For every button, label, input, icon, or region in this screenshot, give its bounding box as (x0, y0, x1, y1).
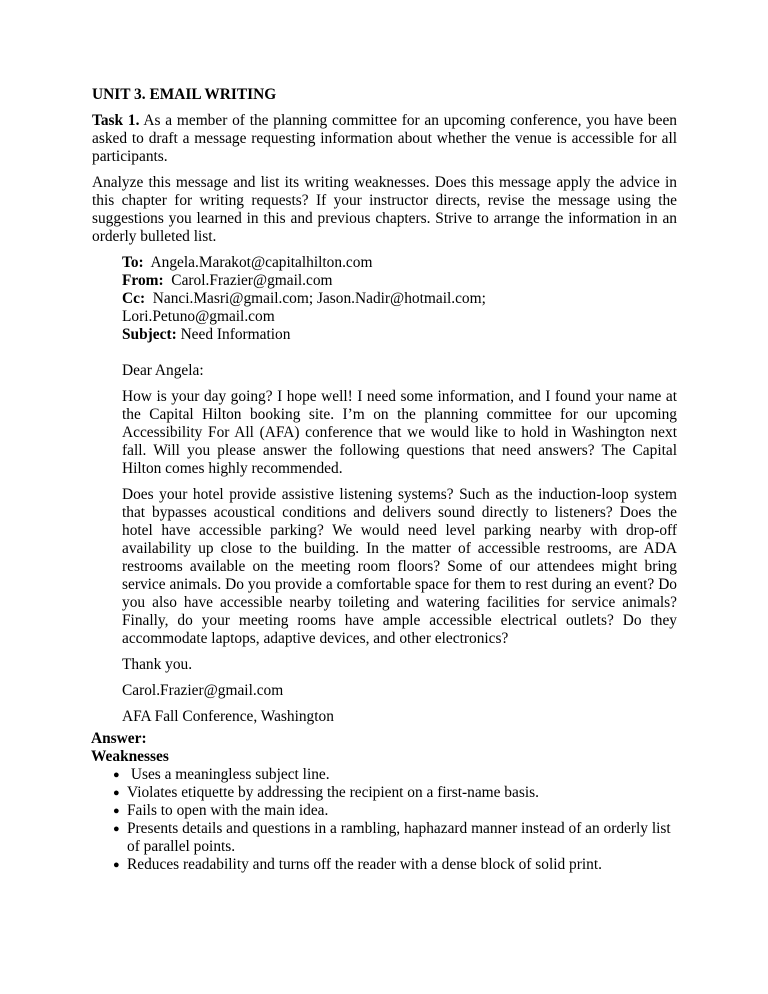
email-sample (122, 254, 677, 726)
email-to-label: To: (122, 254, 144, 271)
list-item (113, 820, 677, 856)
email-body-paragraph-1: How is your day going? I hope well! I need some information, and I found your name at the Capital Hilton booking site. I’m on the planning committee for our upcoming Accessibility For All (AFA) conference that we would like to hold in Washington next fall. Will you please answer the following questions that need answers? The Capital Hilton comes highly recommended. (122, 388, 677, 477)
answer-label: Answer: (91, 730, 147, 747)
email-from-line (122, 272, 677, 290)
email-closing: Thank you. (122, 656, 193, 673)
email-subject-line (122, 326, 677, 344)
email-cc-value: Nanci.Masri@gmail.com; Jason.Nadir@hotmail.com; (145, 290, 486, 307)
weakness-text: Presents details and questions in a rambling, haphazard manner instead of an orderly list of parallel points. (127, 820, 671, 855)
email-cc-line (122, 290, 677, 308)
email-salutation: Dear Angela: (122, 362, 204, 379)
email-cc-label: Cc: (122, 290, 146, 307)
weakness-text: Fails to open with the main idea. (127, 802, 329, 819)
list-item (113, 784, 677, 802)
task-paragraph (92, 112, 677, 166)
bullet-icon: ● (113, 805, 120, 817)
bullet-icon: ● (113, 787, 120, 799)
unit-title: UNIT 3. EMAIL WRITING (92, 86, 277, 103)
email-from-label: From: (122, 272, 164, 289)
email-cc-line-2: Lori.Petuno@gmail.com (122, 308, 275, 325)
document-page (92, 86, 677, 874)
weakness-text: Violates etiquette by addressing the recipient on a first-name basis. (127, 784, 539, 801)
email-signature-event: AFA Fall Conference, Washington (122, 708, 334, 725)
list-item (113, 766, 677, 784)
email-from-value: Carol.Frazier@gmail.com (163, 272, 333, 289)
task-label: Task 1. (92, 112, 140, 129)
bullet-icon: ● (113, 859, 120, 871)
email-subject-label: Subject: (122, 326, 177, 343)
email-body-paragraph-2: Does your hotel provide assistive listening systems? Such as the induction-loop system that bypasses acoustical conditions and delivers sound directly to listeners? Does the hotel have accessible parking? We would need level parking nearby with drop-off availability up close to the building. In the matter of accessible restrooms, are ADA restrooms available on the meeting room floors? Some of our attendees might bring service animals. Do you provide a comfortable space for them to rest during an event? Do you also have accessible nearby toileting and watering facilities for service animals? Finally, do your meeting rooms have ample accessible electrical outlets? Do they accommodate laptops, adaptive devices, and other electronics? (122, 486, 677, 647)
email-signature-email: Carol.Frazier@gmail.com (122, 682, 284, 699)
weakness-text: Uses a meaningless subject line. (127, 766, 330, 783)
task-text: As a member of the planning committee for an upcoming conference, you have been asked to draft a message requesting information about whether the venue is accessible for all participants. (92, 112, 677, 165)
weakness-text: Reduces readability and turns off the reader with a dense block of solid print. (127, 856, 602, 873)
list-item (113, 856, 677, 874)
weaknesses-label: Weaknesses (91, 748, 169, 765)
email-subject-value: Need Information (176, 326, 291, 343)
list-item (113, 802, 677, 820)
email-to-line (122, 254, 677, 272)
instructions-paragraph: Analyze this message and list its writing weaknesses. Does this message apply the advice in this chapter for writing requests? If your instructor directs, revise the message using the suggestions you learned in this and previous chapters. Strive to arrange the information in an orderly bulleted list. (92, 174, 677, 245)
weaknesses-list (113, 766, 677, 874)
bullet-icon: ● (113, 769, 120, 781)
email-to-value: Angela.Marakot@capitalhilton.com (143, 254, 373, 271)
bullet-icon: ● (113, 823, 120, 835)
